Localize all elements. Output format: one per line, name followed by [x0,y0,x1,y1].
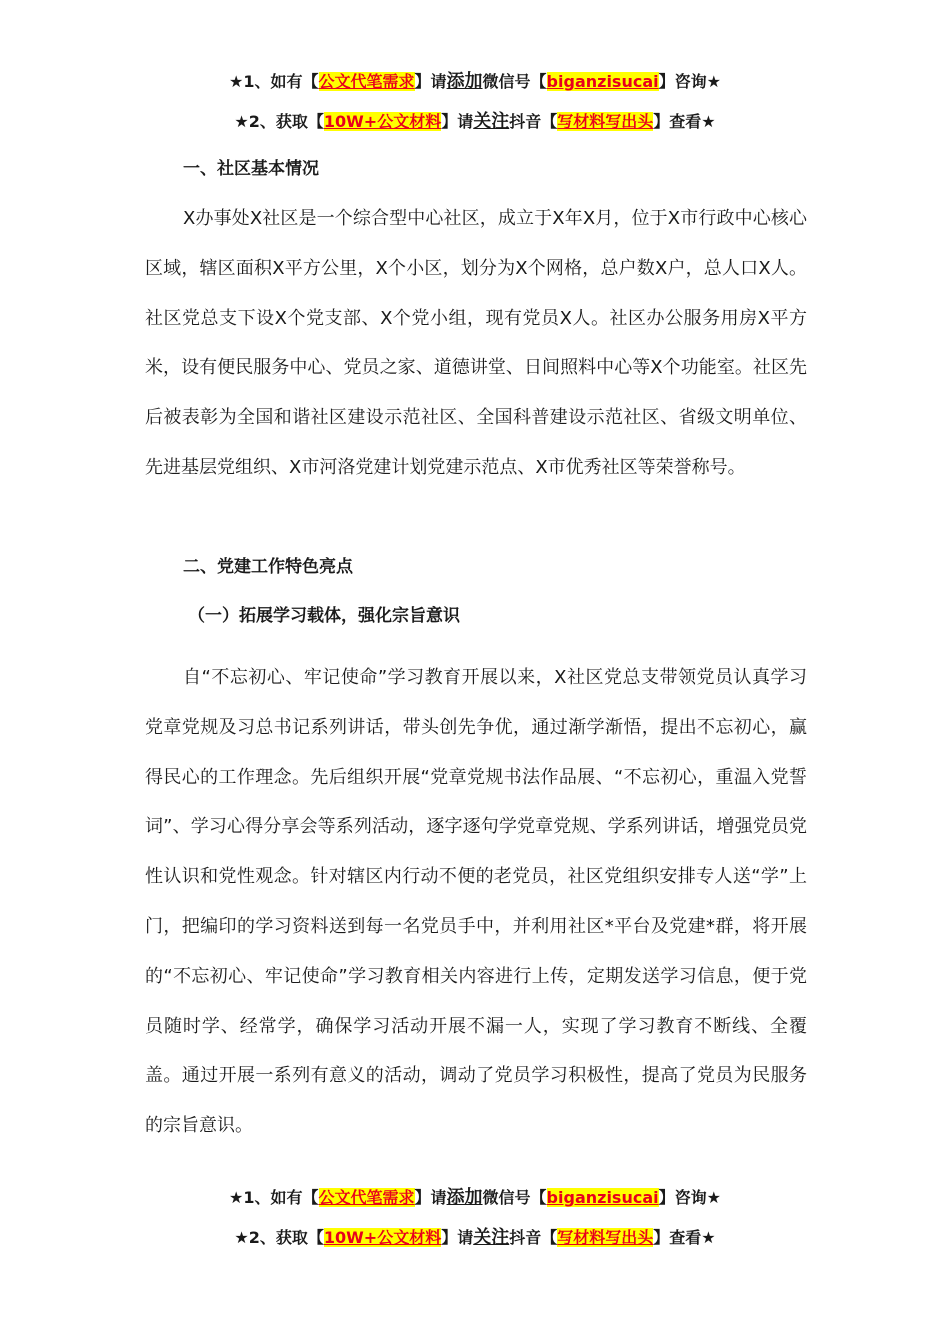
promo-highlight: 公文代笔需求 [318,72,415,91]
promo-text: 微信号【 [482,1188,547,1207]
promo-text: 】请 [414,72,447,91]
section-heading-1: 一、社区基本情况 [183,159,319,179]
promo-highlight: 10W+公文材料 [323,1228,442,1247]
promo-highlight: 写材料写出头 [557,112,654,131]
promo-line-1-top [0,70,950,94]
promo-text: 】咨询★ [658,72,721,91]
promo-underline: 添加 [446,1187,483,1208]
promo-text: 】请 [441,112,474,131]
promo-text: ★1、如有【 [229,72,319,91]
promo-text: 】请 [414,1188,447,1207]
promo-text: 抖音【 [509,112,558,131]
promo-highlight: biganzisucai [546,72,659,91]
promo-text: 】请 [441,1228,474,1247]
promo-text: 】咨询★ [658,1188,721,1207]
promo-line-2-top [0,110,950,134]
promo-text: 微信号【 [482,72,547,91]
promo-line-1-bottom [0,1186,950,1210]
promo-text: ★2、获取【 [234,1228,324,1247]
paragraph-basic-info: X办事处X社区是一个综合型中心社区，成立于X年X月，位于X市行政中心核心区域，辖区面积X平方公里，X个小区，划分为X个网格，总户数X户，总人口X人。社区党总支下设X个党支部、X个党小组，现有党员X人。社区办公服务用房X平方米，设有便民服务中心、党员之家、道德讲堂、日间照料中心等X个功能室。社区先后被表彰为全国和谐社区建设示范社区、全国科普建设示范社区、省级文明单位、先进基层党组织、X市河洛党建计划党建示范点、X市优秀社区等荣誉称号。 [145,208,807,478]
promo-text: 】查看★ [653,112,716,131]
promo-highlight: 公文代笔需求 [318,1188,415,1207]
promo-highlight: 写材料写出头 [557,1228,654,1247]
promo-underline: 添加 [446,71,483,92]
promo-underline: 关注 [473,111,510,132]
subsection-heading-1: （一）拓展学习载体，强化宗旨意识 [188,606,460,626]
promo-underline: 关注 [473,1227,510,1248]
paragraph-study: 自“不忘初心、牢记使命”学习教育开展以来，X社区党总支带领党员认真学习党章党规及习总书记系列讲话，带头创先争优，通过渐学渐悟，提出不忘初心，赢得民心的工作理念。先后组织开展“党章党规书法作品展、“不忘初心，重温入党誓词”、学习心得分享会等系列活动，逐字逐句学党章党规、学系列讲话，增强党员党性认识和党性观念。针对辖区内行动不便的老党员，社区党组织安排专人送“学”上门，把编印的学习资料送到每一名党员手中，并利用社区*平台及党建*群，将开展的“不忘初心、牢记使命”学习教育相关内容进行上传，定期发送学习信息，便于党员随时学、经常学，确保学习活动开展不漏一人，实现了学习教育不断线、全覆盖。通过开展一系列有意义的活动，调动了党员学习积极性，提高了党员为民服务的宗旨意识。 [145,667,807,1137]
promo-highlight: 10W+公文材料 [323,112,442,131]
promo-line-2-bottom [0,1226,950,1250]
promo-highlight: biganzisucai [546,1188,659,1207]
section-heading-2: 二、党建工作特色亮点 [183,557,353,577]
promo-text: ★1、如有【 [229,1188,319,1207]
promo-text: 抖音【 [509,1228,558,1247]
promo-text: 】查看★ [653,1228,716,1247]
promo-text: ★2、获取【 [234,112,324,131]
